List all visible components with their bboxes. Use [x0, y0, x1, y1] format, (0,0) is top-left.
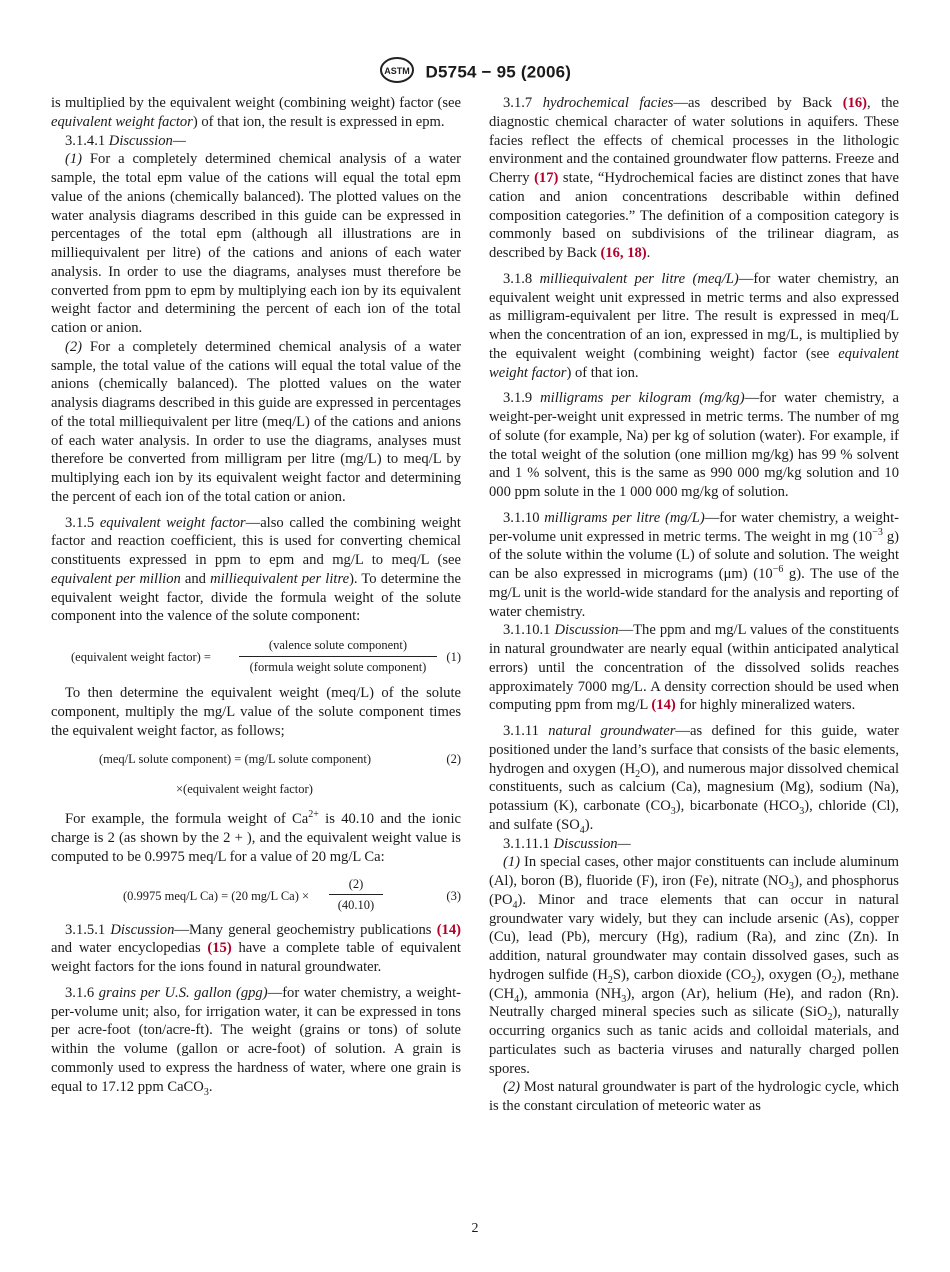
paragraph-intro: is multiplied by the equivalent weight (combining weight) factor (see equivalent weight factor) of that ion, the result is expressed in epm. — [51, 95, 461, 130]
left-column — [51, 94, 461, 1096]
paragraph-example: For example, the formula weight of $Ca^{2+}$ is 40.10 and the ionic charge is 2 (as shown by the 2 + ), and the equivalent weight value is computed to be 0.9975 meq/L for a value of 20 mg/L Ca: — [51, 809, 461, 865]
svg-text:ASTM: ASTM — [384, 66, 410, 76]
reference-link[interactable]: (14) — [651, 697, 676, 714]
discussion-item-2: (2) For a completely determined chemical analysis of a water sample, the total value of the cations will equal the total value of the anions (chemically balanced). The plotted values on the water analysis diagrams described in this guide are expressed in percentages of the total milliequivalent per litre (meq/L) of the cations and anions of each water analysis. In order to use the diagrams, analyses must therefore be converted from milligram per litre (mg/L) to meq/L by multiplying each ion by its equivalent weight factor and determining the percent of each ion of the total cation or anion. — [51, 338, 461, 505]
discussion-item-2: (2) Most natural groundwater is part of the hydrologic cycle, which is the constant circulation of meteoric water as — [489, 1079, 899, 1114]
section-3-1-7: 3.1.7 hydrochemical facies—as described by Back (16), the diagnostic chemical character of water solutions in aquifers. These facies reflect the effects of chemical processes in the lithologic environment and the contained groundwater flow patterns. Freeze and Cherry (17) state, “Hydrochemical facies are distinct zones that have cation and anion concentrations describable within defined composition categories.” The definition of a composition category is commonly based on subdivisions of the trilinear diagram, as described by Back (16, 18). — [489, 95, 900, 261]
reference-link[interactable]: (16) — [842, 95, 868, 111]
right-column — [489, 94, 899, 1116]
section-3-1-11-1: 3.1.11.1 Discussion— — [503, 835, 631, 852]
section-3-1-10-1: 3.1.10.1 Discussion—The ppm and mg/L values of the constituents in natural groundwater are nearly equal (within anticipated analytical errors) until the concentration of the dissolved solids reaches approximately 7000 mg/L. A density correction should be used when computing ppm from mg/L (14) for highly mineralized waters. — [489, 622, 900, 714]
section-3-1-4-1: 3.1.4.1 Discussion— — [65, 132, 186, 149]
section-3-1-6: 3.1.6 grains per U.S. gallon (gpg)—for water chemistry, a weight-per-volume unit; also, for irrigation water, it can be expressed in tons per acre-foot (ton/acre-ft). The weight (grains or tons) of solute within the volume (gallon or acre-foot) of solution. A grain is commonly used to express the hardness of water, where one grain is equal to 17.12 ppm CaCO$_3$. — [51, 984, 461, 1098]
reference-link[interactable]: (16, 18) — [600, 245, 647, 261]
reference-link[interactable]: (14) — [436, 921, 462, 938]
section-3-1-5: 3.1.5 equivalent weight factor—also called the combining weight factor and reaction coefficient, this is used for converting chemical constituents expressed in ppm to epm and mg/L to meq/L (see equivalent per million and milliequivalent per litre). To determine the equivalent weight factor, divide the formula weight of the solute component into the valence of the solute component: — [51, 514, 461, 625]
discussion-item-1: (1) For a completely determined chemical analysis of a water sample, the total epm value of the cations will equal the total epm value of the anions (chemically balanced). The plotted values on the water analysis diagrams described in this guide can be expressed in percentages of the total epm (although all illustrations are in milliequivalent per litre) of the cations and anions of each water analysis. In order to use the diagrams, analyses must therefore be converted from ppm to epm by multiplying each ion by its equivalent weight factor and determining the percent of each ion of the total cation or anion. — [51, 151, 461, 336]
reference-link[interactable]: (17) — [534, 170, 559, 186]
page-number: 2 — [471, 1221, 479, 1236]
equation-2-continuation: ×(equivalent weight factor) — [176, 782, 313, 797]
section-3-1-9: 3.1.9 milligrams per kilogram (mg/kg)—for water chemistry, a weight-per-weight unit expressed in metric terms. The number of mg of solute (for example, Na) per kg of solution (water). For example, if the total weight of the solution (one million mg/kg) has 99 % solvent and 1 % solvent, this is the same as 990 000 mg/kg solution and 10 000 ppm solute in the 1 000 000 mg/kg of solution. — [489, 390, 899, 500]
page-header — [0, 56, 950, 89]
equation-3: (0.9975 meq/L Ca) = (20 mg/L Ca) × $\frac{(2)}{(40.10)}$ (3) — [123, 876, 461, 913]
astm-logo-icon — [379, 56, 415, 89]
document-designation: D5754 − 95 (2006) — [425, 62, 572, 82]
equation-1: (equivalent weight factor) = (valence solute component) (formula weight solute component) (1) — [71, 638, 461, 674]
section-3-1-10: 3.1.10 milligrams per litre (mg/L)—for water chemistry, a weight-per-volume unit expressed in metric terms. The weight in mg ($10^{-3}$ g) of the solute within the volume (L) of solute and solution. The weight can be also expressed in micrograms (μm) ($10^{-6}$ g). The use of the mg/L unit is the world-wide standard for the analysis and reporting of water chemistry. — [489, 509, 899, 620]
paragraph-then: To then determine the equivalent weight (meq/L) of the solute component, multiply the mg/L value of the solute component times the equivalent weight factor, as follows; — [51, 685, 461, 739]
equation-2: (meq/L solute component) = (mg/L solute component) (2) — [99, 752, 461, 767]
discussion-item-1: (1) In special cases, other major constituents can include aluminum (Al), boron (B), fluoride (F), iron (Fe), nitrate $(NO_3)$, and phosphorus $(PO_4)$. Minor and trace elements that can occur in natural groundwater vary widely, but they can include arsenic (As), copper (Cu), lead (Pb), mercury (Hg), radium (Ra), and zinc (Zn). In addition, natural groundwater may contain dissolved gases, such as hydrogen sulfide $(H_2S)$, carbon dioxide $(CO_2)$, oxygen $(O_2)$, methane $(CH_4)$, ammonia $(NH_3)$, argon (Ar), helium (He), and radon (Rn). Neutrally charged mineral species such as silicate (SiO$_2$), naturally occurring organics such as tanic acids and colloidal materials, and particulates such as bacteria viruses and naturally charged pollen spores. — [489, 854, 899, 1077]
section-3-1-8: 3.1.8 milliequivalent per litre (meq/L)—for water chemistry, an equivalent weight unit expressed in metric terms and also expressed as milligram-equivalent per litre. The result is expressed in meq/L when the concentration of an ion, expressed in mg/L, is multiplied by the equivalent weight (combining weight) factor (see equivalent weight factor) of that ion. — [489, 270, 899, 381]
section-3-1-5-1: 3.1.5.1 Discussion—Many general geochemistry publications (14) and water encyclopedias (15) have a complete table of equivalent weight factors for the ions found in natural groundwater. — [51, 921, 462, 975]
reference-link[interactable]: (15) — [207, 940, 232, 957]
section-3-1-11: 3.1.11 natural groundwater—as defined for this guide, water positioned under the land’s surface that consists of the basic elements, hydrogen and oxygen $(H_2O)$, and numerous major dissolved chemical constituents, such as calcium (Ca), magnesium (Mg), sodium (Na), potassium (K), carbonate $(CO_3)$, bicarbonate $(HCO_3)$, chloride (Cl), and sulfate $(SO_4)$. — [489, 723, 899, 836]
